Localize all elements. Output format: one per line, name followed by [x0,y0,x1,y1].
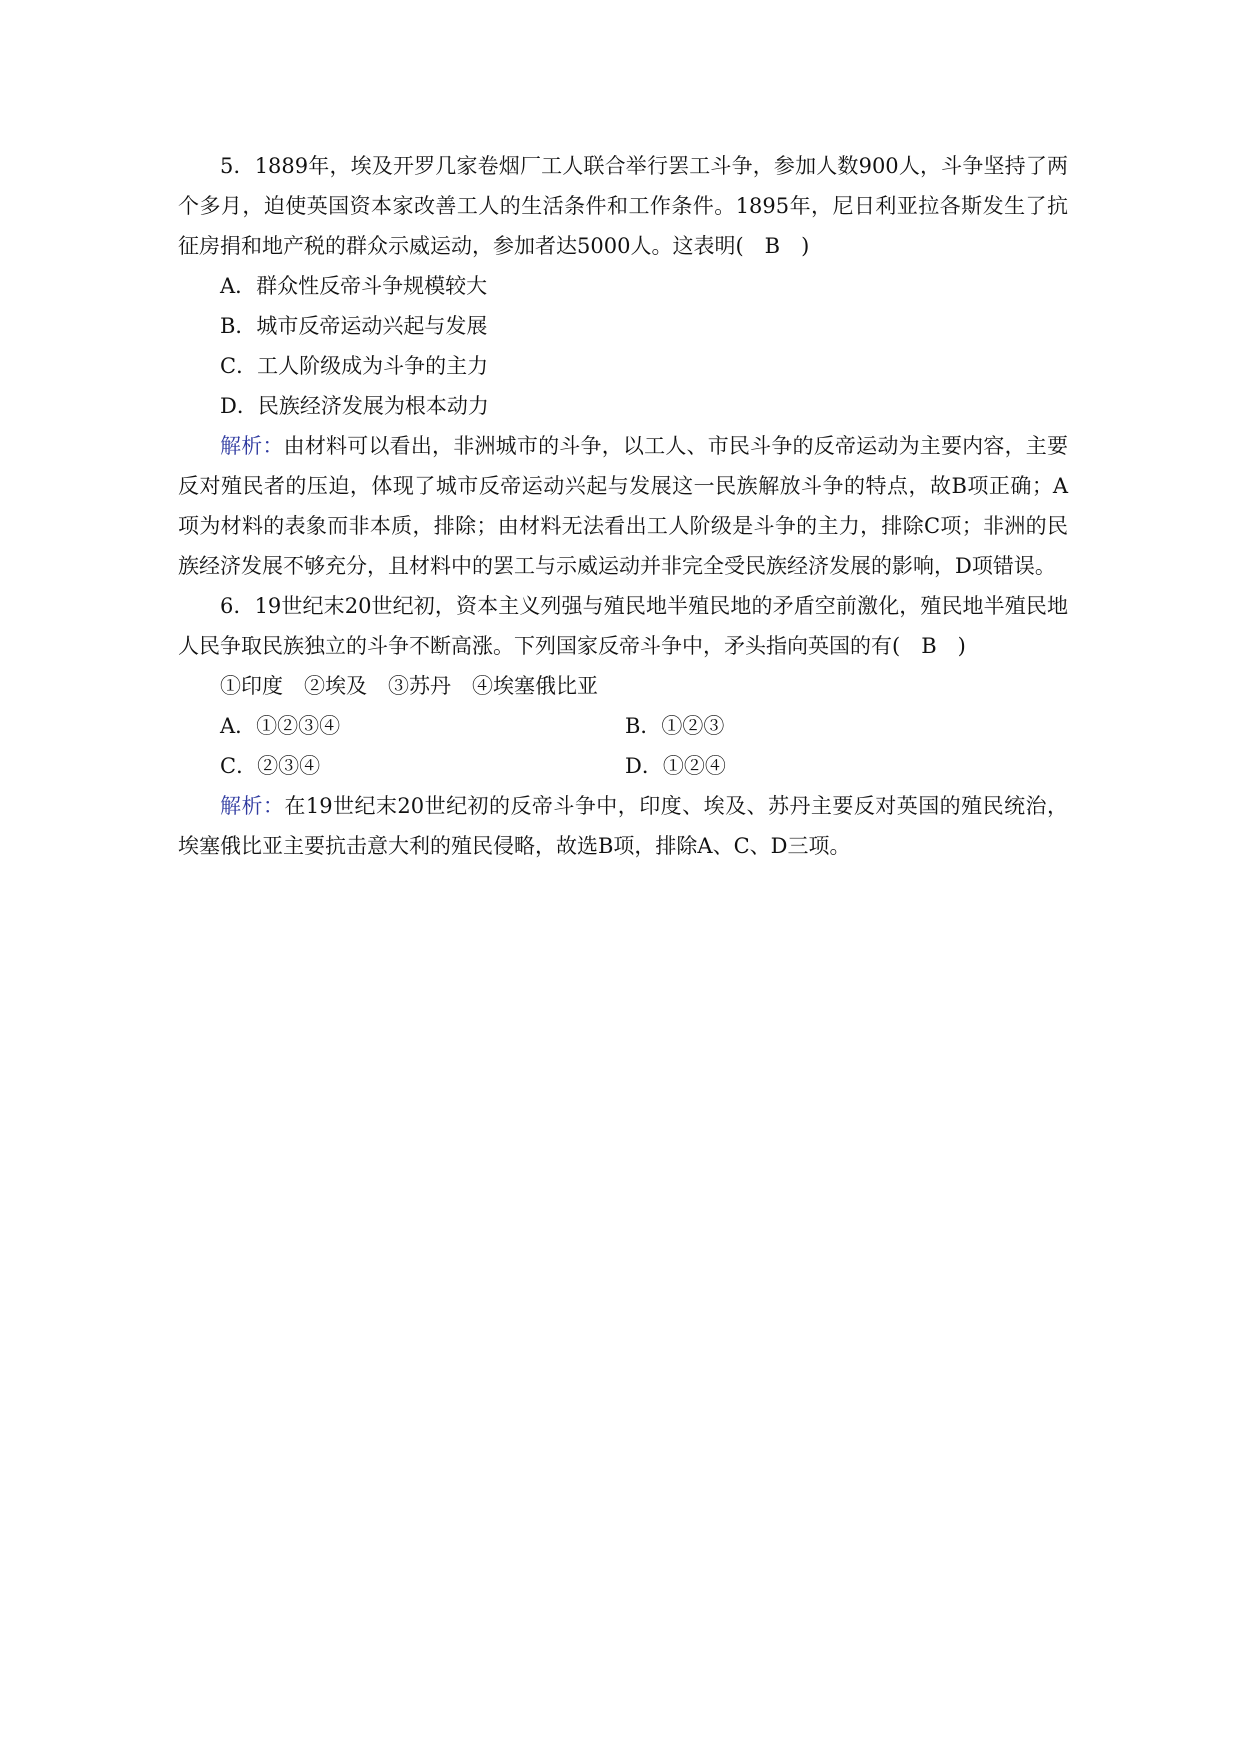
question-5-option-c: C．工人阶级成为斗争的主力 [220,354,489,378]
question-5-stem: 5．1889年，埃及开罗几家卷烟厂工人联合举行罢工斗争，参加人数900人，斗争坚持了两个多月，迫使英国资本家改善工人的生活条件和工作条件。1895年，尼日利亚拉各斯发生了抗征房捐和地产税的群众示威运动，参加者达5000人。这表明( B ) [178,154,1068,258]
question-6-options-row-2 [178,746,1068,786]
analysis-text: 在19世纪末20世纪初的反帝斗争中，印度、埃及、苏丹主要反对英国的殖民统治，埃塞俄比亚主要抗击意大利的殖民侵略，故选B项，排除A、C、D三项。 [178,794,1068,858]
question-6-analysis [178,786,1068,866]
question-6-option-c: C．②③④ [220,754,321,778]
analysis-text: 由材料可以看出，非洲城市的斗争，以工人、市民斗争的反帝运动为主要内容，主要反对殖民者的压迫，体现了城市反帝运动兴起与发展这一民族解放斗争的特点，故B项正确；A项为材料的表象而非本质，排除；由材料无法看出工人阶级是斗争的主力，排除C项；非洲的民族经济发展不够充分，且材料中的罢工与示威运动并非完全受民族经济发展的影响，D项错误。 [178,434,1069,578]
question-6-options-row-1 [178,706,1068,746]
question-6-stem: 6．19世纪末20世纪初，资本主义列强与殖民地半殖民地的矛盾空前激化，殖民地半殖民地人民争取民族独立的斗争不断高涨。下列国家反帝斗争中，矛头指向英国的有( B ) [178,594,1068,658]
question-6-option-b: B．①②③ [625,714,725,738]
question-6-items: ①印度 ②埃及 ③苏丹 ④埃塞俄比亚 [220,674,598,698]
question-6-option-a: A．①②③④ [220,714,341,738]
analysis-label: 解析： [220,794,285,818]
document-page [178,146,1068,866]
question-5-option-d: D．民族经济发展为根本动力 [220,394,489,418]
question-5-option-a: A．群众性反帝斗争规模较大 [220,274,488,298]
question-6-option-d: D．①②④ [625,754,726,778]
question-5-option-b: B．城市反帝运动兴起与发展 [220,314,488,338]
analysis-label: 解析： [220,434,284,458]
question-5-analysis [178,426,1068,586]
